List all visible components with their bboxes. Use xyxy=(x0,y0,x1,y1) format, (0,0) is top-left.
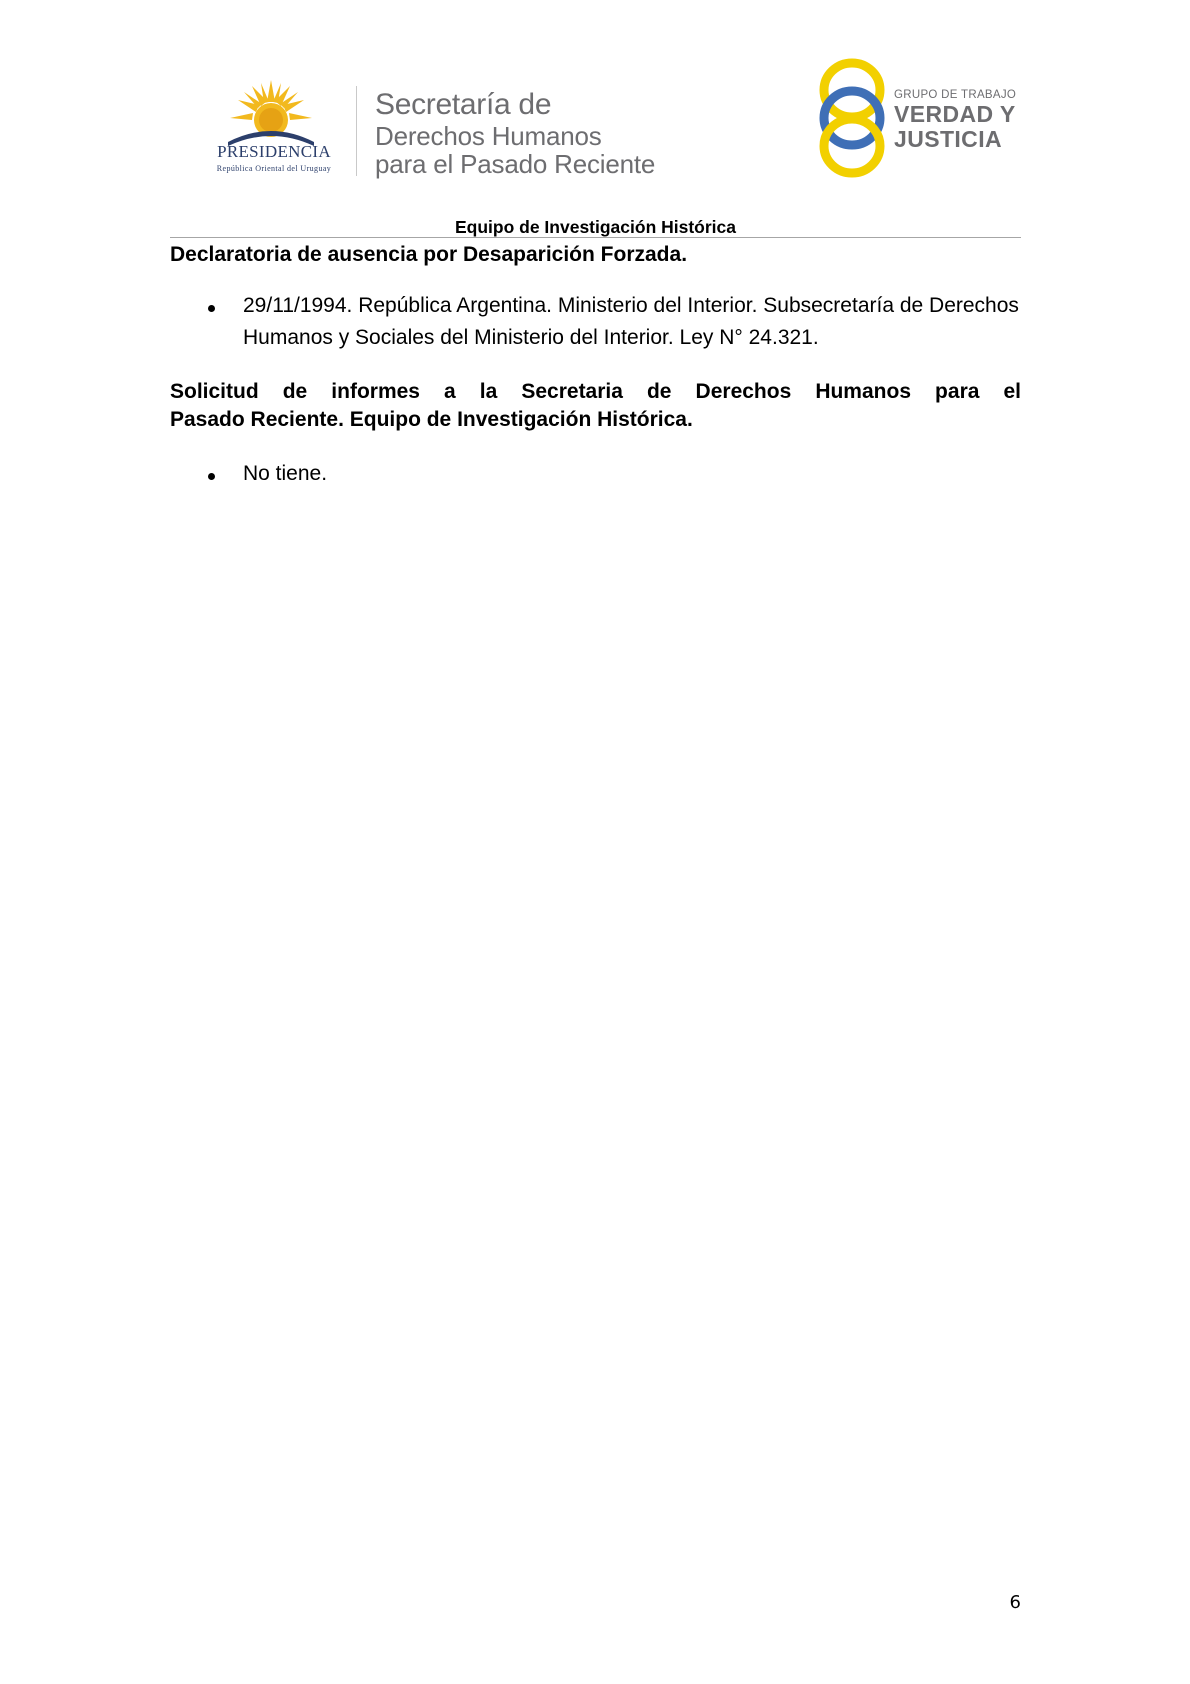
section-heading xyxy=(170,378,1021,434)
grupo-line-2: VERDAD Y xyxy=(894,101,1016,127)
presidencia-logo xyxy=(196,80,352,180)
list-item-text: No tiene. xyxy=(243,462,328,485)
secretaria-line-2: Derechos Humanos xyxy=(375,121,602,151)
bullet-list xyxy=(170,290,1021,354)
section-heading-line-1: Solicitud de informes a la Secretaria de Derechos Humanos para el xyxy=(170,380,1021,403)
grupo-trabajo-wordmark xyxy=(894,88,1016,152)
secretaria-wordmark xyxy=(375,88,655,178)
logo-divider xyxy=(356,86,357,176)
secretaria-line-3: para el Pasado Reciente xyxy=(375,149,656,179)
section-heading: Declaratoria de ausencia por Desaparición Forzada. xyxy=(170,243,688,266)
grupo-line-3: JUSTICIA xyxy=(894,126,1002,152)
secretaria-line-1: Secretaría de xyxy=(375,88,552,121)
running-header: Equipo de Investigación Histórica xyxy=(454,217,737,237)
bullet-icon xyxy=(208,305,215,312)
presidencia-subtitle: República Oriental del Uruguay xyxy=(216,164,332,173)
bullet-list xyxy=(170,458,1021,490)
page-number: 6 xyxy=(1009,1592,1021,1613)
grupo-line-1: GRUPO DE TRABAJO xyxy=(894,89,1017,101)
bullet-icon xyxy=(208,473,215,480)
header-rule xyxy=(170,237,1021,238)
list-item xyxy=(170,458,1021,490)
linked-rings-icon xyxy=(816,56,888,180)
list-item-text: 29/11/1994. República Argentina. Ministerio del Interior. Subsecretaría de Derechos Humanos y Sociales del Ministerio del Interior. Ley N° 24.321. xyxy=(243,294,1019,349)
list-item xyxy=(170,290,1021,354)
section-heading-line-2: Pasado Reciente. Equipo de Investigación Histórica. xyxy=(170,408,693,431)
presidencia-name: PRESIDENCIA xyxy=(217,142,331,161)
